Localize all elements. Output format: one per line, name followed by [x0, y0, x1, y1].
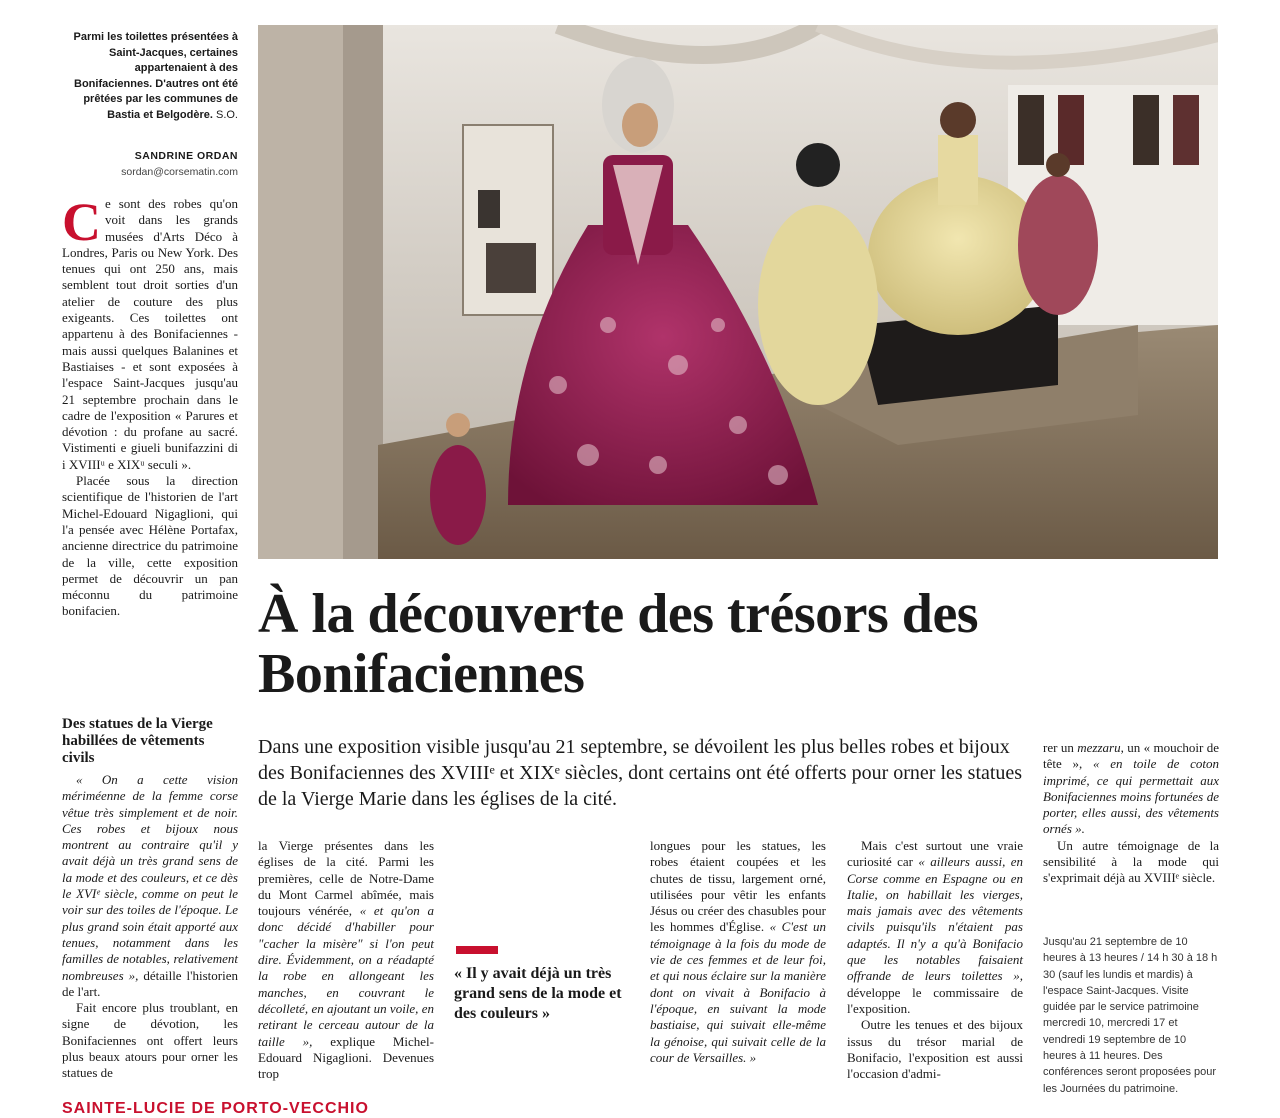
column-2-paragraph [258, 838, 434, 1082]
pullquote: « Il y avait déjà un très grand sens de la mode et des couleurs » [454, 965, 622, 1022]
exhibition-photo-illustration [258, 25, 1218, 559]
article-column-2 [258, 838, 434, 1082]
quote-1-attribution: détaille l'historien de l'art. [62, 967, 238, 999]
exhibition-info-box: Jusqu'au 21 septembre de 10 heures à 13 heures / 14 h 30 à 18 h 30 (sauf les lundis et mardis) à l'espace Saint-Jacques. Visite guidée par le service patrimoine mercredi 10, mercredi 17 et vendredi 19 septembre de 10 heures à 11 heures. Des conférences seront proposées pour les Journées du patrimoine. [1043, 936, 1218, 1095]
article-column-1b [62, 772, 238, 1082]
next-article-headline: SAINTE-LUCIE DE PORTO-VECCHIO [62, 1100, 369, 1117]
column-3-paragraph [650, 838, 826, 1066]
article-paragraph-3 [62, 772, 238, 1000]
caption-credit: S.O. [215, 108, 238, 121]
section-subhead: Des statues de la Vierge habillées de vêtements civils [62, 716, 213, 766]
headline: À la découverte des trésors des Bonifaciennes [258, 583, 979, 705]
author-email[interactable]: sordan@corsematin.com [121, 166, 238, 178]
article-paragraph-2: Placée sous la direction scientifique de l'historien de l'art Michel-Edouard Nigaglioni, qui l'a pensée avec Hélène Portafax, ancienne directrice du patrimoine de la ville, cette exposition permet de découvrir un pan méconnu du patrimoine bonifacien. [62, 473, 238, 619]
paragraph-1-text: e sont des robes qu'on voit dans les grands musées d'Arts Déco à Londres, Paris ou New York. Des tenues qui ont 250 ans, mais semblent tout droit sorties d'un atelier de couture des plus exigeants. Ces toilettes ont appartenu à des Bonifaciennes - mais aussi quelques Balanines et Bastiaises - et sont exposées à l'espace Saint-Jacques jusqu'au 21 septembre prochain dans le cadre de l'exposition « Parures et dévotion : du profane au sacré. Vistimenti e giueli bunifazzini di i XVIIIᵘ e XIXᵘ seculi ». [62, 196, 238, 472]
article-column-3 [650, 838, 826, 1066]
column-5-text-a: rer un [1043, 740, 1078, 755]
author-name: SANDRINE ORDAN [134, 150, 238, 162]
drop-cap: C [62, 192, 101, 252]
column-5-paragraph-2: Un autre témoignage de la sensibilité à la mode qui s'exprimait déjà au XVIIIᵉ siècle. [1043, 837, 1219, 886]
article-paragraph-4: Fait encore plus troublant, en signe de dévotion, les Bonifaciennes ont offert leurs plus beaux atours pour orner les statues de [62, 1000, 238, 1081]
column-4-paragraph-1 [847, 838, 1023, 1017]
column-3-quote: « C'est un témoignage à la fois du mode de vie de ces femmes et de leur foi, et qui nous éclaire sur la manière dont on vivait à Bonifacio à l'époque, en suivant la mode bastiaise, qui suivait elle-même la génoise, qui suivait celle de la cour de Versailles. » [650, 919, 826, 1065]
column-5-paragraph-1 [1043, 740, 1219, 838]
article-column-1 [62, 192, 238, 620]
exhibition-photo [258, 25, 1218, 559]
column-4-text-b: développe le commissaire de l'exposition. [847, 984, 1023, 1016]
article-paragraph-1 [62, 192, 238, 473]
quote-1: « On a cette vision mériméenne de la femme corse vêtue très simplement et de noir. Ces robes et bijoux nous montrent au contraire qu'il y avait déjà un très grand sens de la mode et des couleurs, et ce dès le XVIᵉ siècle, comme on peut le voir sur des toiles de l'époque. Le plus grand soin était apporté aux tenues, notamment dans les familles de notables, relativement nombreuses », [62, 772, 238, 983]
caption-text: Parmi les toilettes présentées à Saint-Jacques, certaines appartenaient à des Bonifaciennes. D'autres ont été prêtées par les communes de Bastia et Belgodère. [73, 31, 238, 121]
article-column-5 [1043, 740, 1219, 887]
photo-caption [58, 30, 238, 123]
column-5-quote: « en toile de coton imprimé, ce qui permettait aux Bonifaciennes moins fortunées de porter, elles aussi, des vêtements ornés ». [1043, 756, 1220, 837]
column-4-quote: « ailleurs aussi, en Corse comme en Espagne ou en Italie, on habillait les vierges, mais jamais avec des vêtements civils puisqu'ils n'étaient pas adaptés. Il n'y a qu'à Bonifacio que les notables faisaient offrande de leurs toilettes », [847, 854, 1023, 984]
pullquote-accent-bar [456, 946, 498, 954]
column-4-paragraph-2: Outre les tenues et des bijoux issus du trésor marial de Bonifacio, l'exposition est aussi l'occasion d'admi- [847, 1017, 1023, 1082]
column-3-text: longues pour les statues, les robes étaient coupées et les chutes de tissu, largement orné, utilisées pour vêtir les enfants Jésus ou créer des chasubles pour les hommes d'Église. [650, 838, 826, 935]
column-2-quote: « et qu'on a donc décidé d'habiller pour "cacher la misère" si l'on peut dire. Évidemment, on a réadapté la robe en allongeant les manches, en couvrant le décolleté, en ajoutant un voile, en retirant le cerceau autour de la taille », [258, 903, 434, 1049]
column-2-text-b: explique Michel-Edouard Nigaglioni. Devenues trop [258, 1033, 434, 1082]
column-2-text-a: la Vierge présentes dans les églises de la cité. Parmi les premières, celle de Notre-Dame du Mont Carmel abîmée, mais toujours vénérée, [258, 838, 434, 919]
lead-paragraph: Dans une exposition visible jusqu'au 21 septembre, se dévoilent les plus belles robes et bijoux des Bonifaciennes des XVIIIᵉ et XIXᵉ siècles, dont certains ont été offerts pour orner les statues de la Vierge Marie dans les églises de la cité. [258, 736, 1023, 810]
column-5-text-b: , un « mouchoir de tête », [1043, 740, 1220, 772]
column-4-text-a: Mais c'est surtout une vraie curiosité car [847, 838, 1023, 870]
column-5-mezzaru: mezzaru [1077, 740, 1121, 755]
article-column-4 [847, 838, 1023, 1082]
